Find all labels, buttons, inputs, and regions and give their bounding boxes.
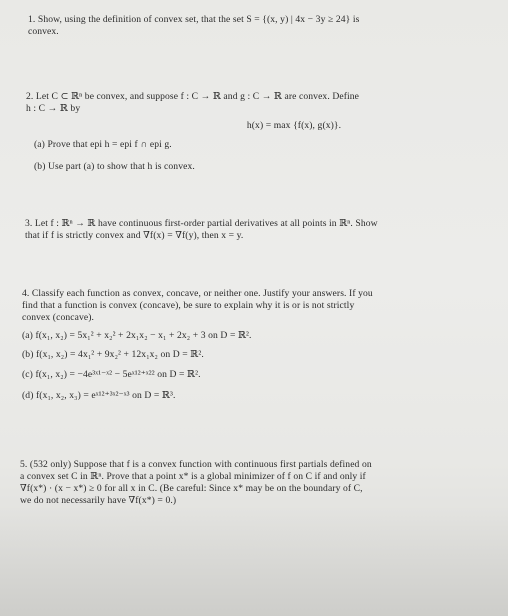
problem-4-line-1: 4. Classify each function as convex, concave, or neither one. Justify your answers. If you bbox=[22, 288, 373, 299]
problem-2-part-a: (a) Prove that epi h = epi f ∩ epi g. bbox=[34, 139, 172, 150]
problem-4-part-c: (c) f(x₁, x₂) = −4e³ˣ¹⁻ˣ² − 5eˣ¹²⁺ˣ²² on D = ℝ². bbox=[22, 369, 201, 380]
problem-5-line-2: a convex set C in ℝⁿ. Prove that a point x* is a global minimizer of f on C if and only if bbox=[20, 471, 366, 482]
problem-4-part-d: (d) f(x₁, x₂, x₃) = eˣ¹²⁺³ˣ²⁻ˣ³ on D = ℝ³. bbox=[22, 390, 176, 401]
problem-5-line-1: 5. (532 only) Suppose that f is a convex function with continuous first partials defined on bbox=[20, 459, 372, 470]
problem-2-part-b: (b) Use part (a) to show that h is convex. bbox=[34, 161, 195, 172]
problem-4-part-a: (a) f(x₁, x₂) = 5x₁² + x₂² + 2x₁x₂ − x₁ + 2x₂ + 3 on D = ℝ². bbox=[22, 330, 252, 341]
problem-2-formula: h(x) = max {f(x), g(x)}. bbox=[246, 120, 342, 131]
problem-2-line-2: h : C → ℝ by bbox=[26, 103, 81, 114]
problem-1-line-2: convex. bbox=[28, 26, 59, 37]
problem-5-line-4: we do not necessarily have ∇f(x*) = 0.) bbox=[20, 495, 177, 506]
problem-3-line-1: 3. Let f : ℝⁿ → ℝ have continuous first-order partial derivatives at all points in ℝⁿ. Show bbox=[25, 218, 378, 229]
problem-3-line-2: that if f is strictly convex and ∇f(x) = ∇f(y), then x = y. bbox=[25, 230, 244, 241]
page-shadow bbox=[0, 506, 508, 616]
problem-4-part-b: (b) f(x₁, x₂) = 4x₁² + 9x₂² + 12x₁x₂ on D = ℝ². bbox=[22, 349, 204, 360]
problem-4-line-2: find that a function is convex (concave), be sure to explain why it is or is not strictly bbox=[22, 300, 355, 311]
problem-1-line-1: 1. Show, using the definition of convex set, that the set S = {(x, y) | 4x − 3y ≥ 24} is bbox=[28, 14, 360, 25]
problem-5-line-3: ∇f(x*) · (x − x*) ≥ 0 for all x in C. (Be careful: Since x* may be on the boundary of C, bbox=[20, 483, 363, 494]
problem-4-line-3: convex (concave). bbox=[22, 312, 95, 323]
problem-2-line-1: 2. Let C ⊂ ℝⁿ be convex, and suppose f : C → ℝ and g : C → ℝ are convex. Define bbox=[26, 91, 360, 102]
